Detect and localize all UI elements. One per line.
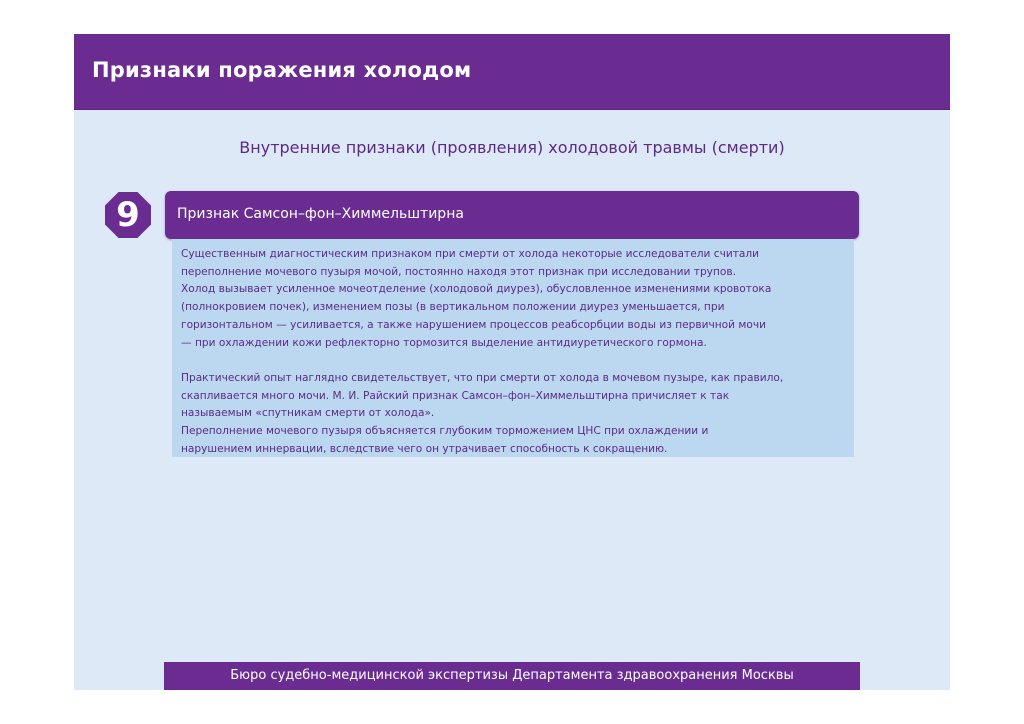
line: горизонтальном — усиливается, а также нарушением процессов реабсорбции воды из первичной мочи — [181, 318, 767, 331]
sign-number-badge — [104, 191, 152, 239]
line: называемым «спутникам смерти от холода». — [181, 407, 435, 420]
line: (полнокровием почек), изменением позы (в вертикальном положении диурез уменьшается, при — [181, 301, 725, 314]
line: Холод вызывает усиленное мочеотделение (холодовой диурез), обусловленное изменениями кровотока — [181, 283, 772, 296]
line: Существенным диагностическим признаком при смерти от холода некоторые исследователи считали — [181, 248, 760, 260]
line: скапливается много мочи. М. И. Райский признак Самсон–фон–Химмельштирна причисляет к так — [181, 389, 730, 402]
sign-number: 9 — [116, 195, 140, 235]
line: нарушением иннервации, вследствие чего он утрачивает способность к сокращению. — [181, 442, 668, 455]
line: — при охлаждении кожи рефлекторно тормозится выделение антидиуретического гормона. — [181, 336, 707, 349]
sign-title-bar — [165, 191, 859, 239]
footer-bar — [164, 662, 860, 690]
sign-title: Признак Самсон–фон–Химмельштирна — [177, 206, 464, 222]
header-bar — [74, 34, 950, 110]
section-subtitle: Внутренние признаки (проявления) холодовой травмы (смерти) — [239, 138, 785, 157]
footer-text: Бюро судебно-медицинской экспертизы Департамента здравоохранения Москвы — [230, 668, 794, 683]
paragraph-gap — [181, 352, 846, 370]
line: Практический опыт наглядно свидетельствует, что при смерти от холода в мочевом пузыре, как правило, — [181, 371, 784, 384]
page-title: Признаки поражения холодом — [92, 58, 472, 82]
line: переполнение мочевого пузыря мочой, постоянно находя этот признак при исследовании трупов. — [181, 265, 736, 278]
line: Переполнение мочевого пузыря объясняется глубоким торможением ЦНС при охлаждении и — [181, 425, 709, 438]
slide — [74, 34, 950, 690]
sign-description — [172, 239, 854, 457]
